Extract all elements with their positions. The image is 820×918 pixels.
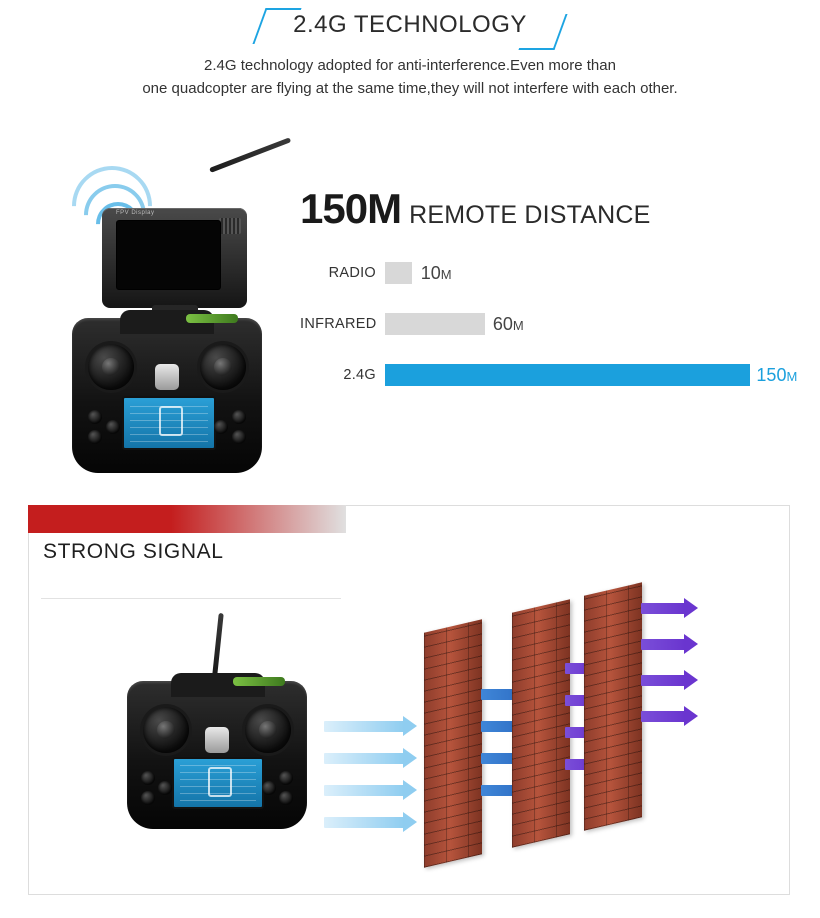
bar-label-radio: RADIO	[328, 265, 376, 281]
brick-wall-icon	[584, 582, 642, 830]
bar-track-radio	[385, 262, 800, 284]
chart-row-radio	[300, 259, 800, 287]
transmitter-led-strip	[233, 677, 285, 686]
signal-panel-divider	[41, 598, 341, 599]
transmitter-button	[141, 771, 155, 785]
brick-wall-icon	[512, 599, 570, 847]
chart-heading	[300, 185, 800, 233]
bar-value-infrared: 60M	[492, 314, 524, 334]
transmitter-button	[88, 410, 102, 424]
transmitter-lcd-screen	[122, 396, 216, 450]
signal-arrow-icon	[641, 675, 685, 686]
transmitter-button	[232, 430, 246, 444]
transmitter-button	[214, 420, 228, 434]
brick-wall-icon	[424, 619, 482, 867]
transmitter-lcd-screen	[172, 757, 264, 809]
bar-label-infrared: INFRARED	[300, 316, 377, 332]
chart-row-infrared	[300, 310, 800, 338]
signal-arrow-icon	[324, 753, 404, 764]
transmitter-top-housing	[120, 310, 214, 334]
title-wrapper	[255, 8, 565, 42]
left-control-stick	[88, 344, 134, 390]
bar-fill-radio	[385, 262, 412, 284]
remote-distance-section	[0, 150, 820, 500]
strong-signal-panel	[28, 505, 790, 895]
left-control-stick	[143, 707, 189, 753]
transmitter-button	[262, 781, 276, 795]
signal-arrow-icon	[641, 639, 685, 650]
transmitter-button	[279, 771, 293, 785]
bar-track-24g	[385, 364, 800, 386]
bar-value-24g: 150M	[756, 365, 798, 385]
chart-heading-label: REMOTE DISTANCE	[409, 201, 651, 229]
distance-chart	[300, 185, 800, 412]
bar-value-radio: 10M	[420, 263, 452, 283]
signal-panel-tab	[28, 505, 346, 533]
transmitter-top-housing	[171, 673, 265, 697]
page-header	[0, 8, 820, 100]
monitor-vents-icon	[219, 218, 241, 234]
transmitter-button	[141, 791, 155, 805]
chart-heading-value: 150M	[300, 185, 402, 232]
right-control-stick	[245, 707, 291, 753]
page-subtitle	[0, 54, 820, 100]
signal-transmitter-illustration	[127, 681, 307, 831]
right-control-stick	[200, 344, 246, 390]
monitor-screen	[116, 220, 221, 290]
transmitter-led-strip	[186, 314, 238, 323]
bar-fill-infrared	[385, 313, 485, 335]
subtitle-line-1: 2.4G technology adopted for anti-interference.Even more than	[204, 57, 616, 74]
monitor-antenna-icon	[209, 137, 291, 172]
signal-arrow-icon	[324, 721, 404, 732]
signal-arrow-icon	[641, 711, 685, 722]
transmitter-center-knob	[205, 727, 229, 753]
transmitter-button	[232, 410, 246, 424]
bar-track-infrared	[385, 313, 800, 335]
transmitter-button	[279, 791, 293, 805]
transmitter-button	[88, 430, 102, 444]
transmitter-button	[106, 420, 120, 434]
transmitter-center-knob	[155, 364, 179, 390]
monitor-brand-label: FPV Display	[116, 210, 155, 216]
signal-arrow-icon	[641, 603, 685, 614]
signal-arrow-icon	[324, 785, 404, 796]
signal-penetration-illustration	[379, 581, 779, 881]
chart-row-24g	[300, 361, 800, 389]
fpv-monitor	[102, 208, 247, 308]
subtitle-line-2: one quadcopter are flying at the same time,they will not interfere with each other.	[142, 80, 678, 97]
transmitter-button	[158, 781, 172, 795]
signal-panel-title: STRONG SIGNAL	[43, 540, 224, 563]
bar-fill-24g	[385, 364, 750, 386]
transmitter-illustration	[60, 150, 290, 500]
rc-transmitter-icon	[127, 681, 307, 829]
rc-transmitter-icon	[72, 318, 262, 473]
bar-label-24g: 2.4G	[343, 367, 376, 383]
signal-arrow-icon	[324, 817, 404, 828]
page-title: 2.4G TECHNOLOGY	[293, 11, 527, 38]
